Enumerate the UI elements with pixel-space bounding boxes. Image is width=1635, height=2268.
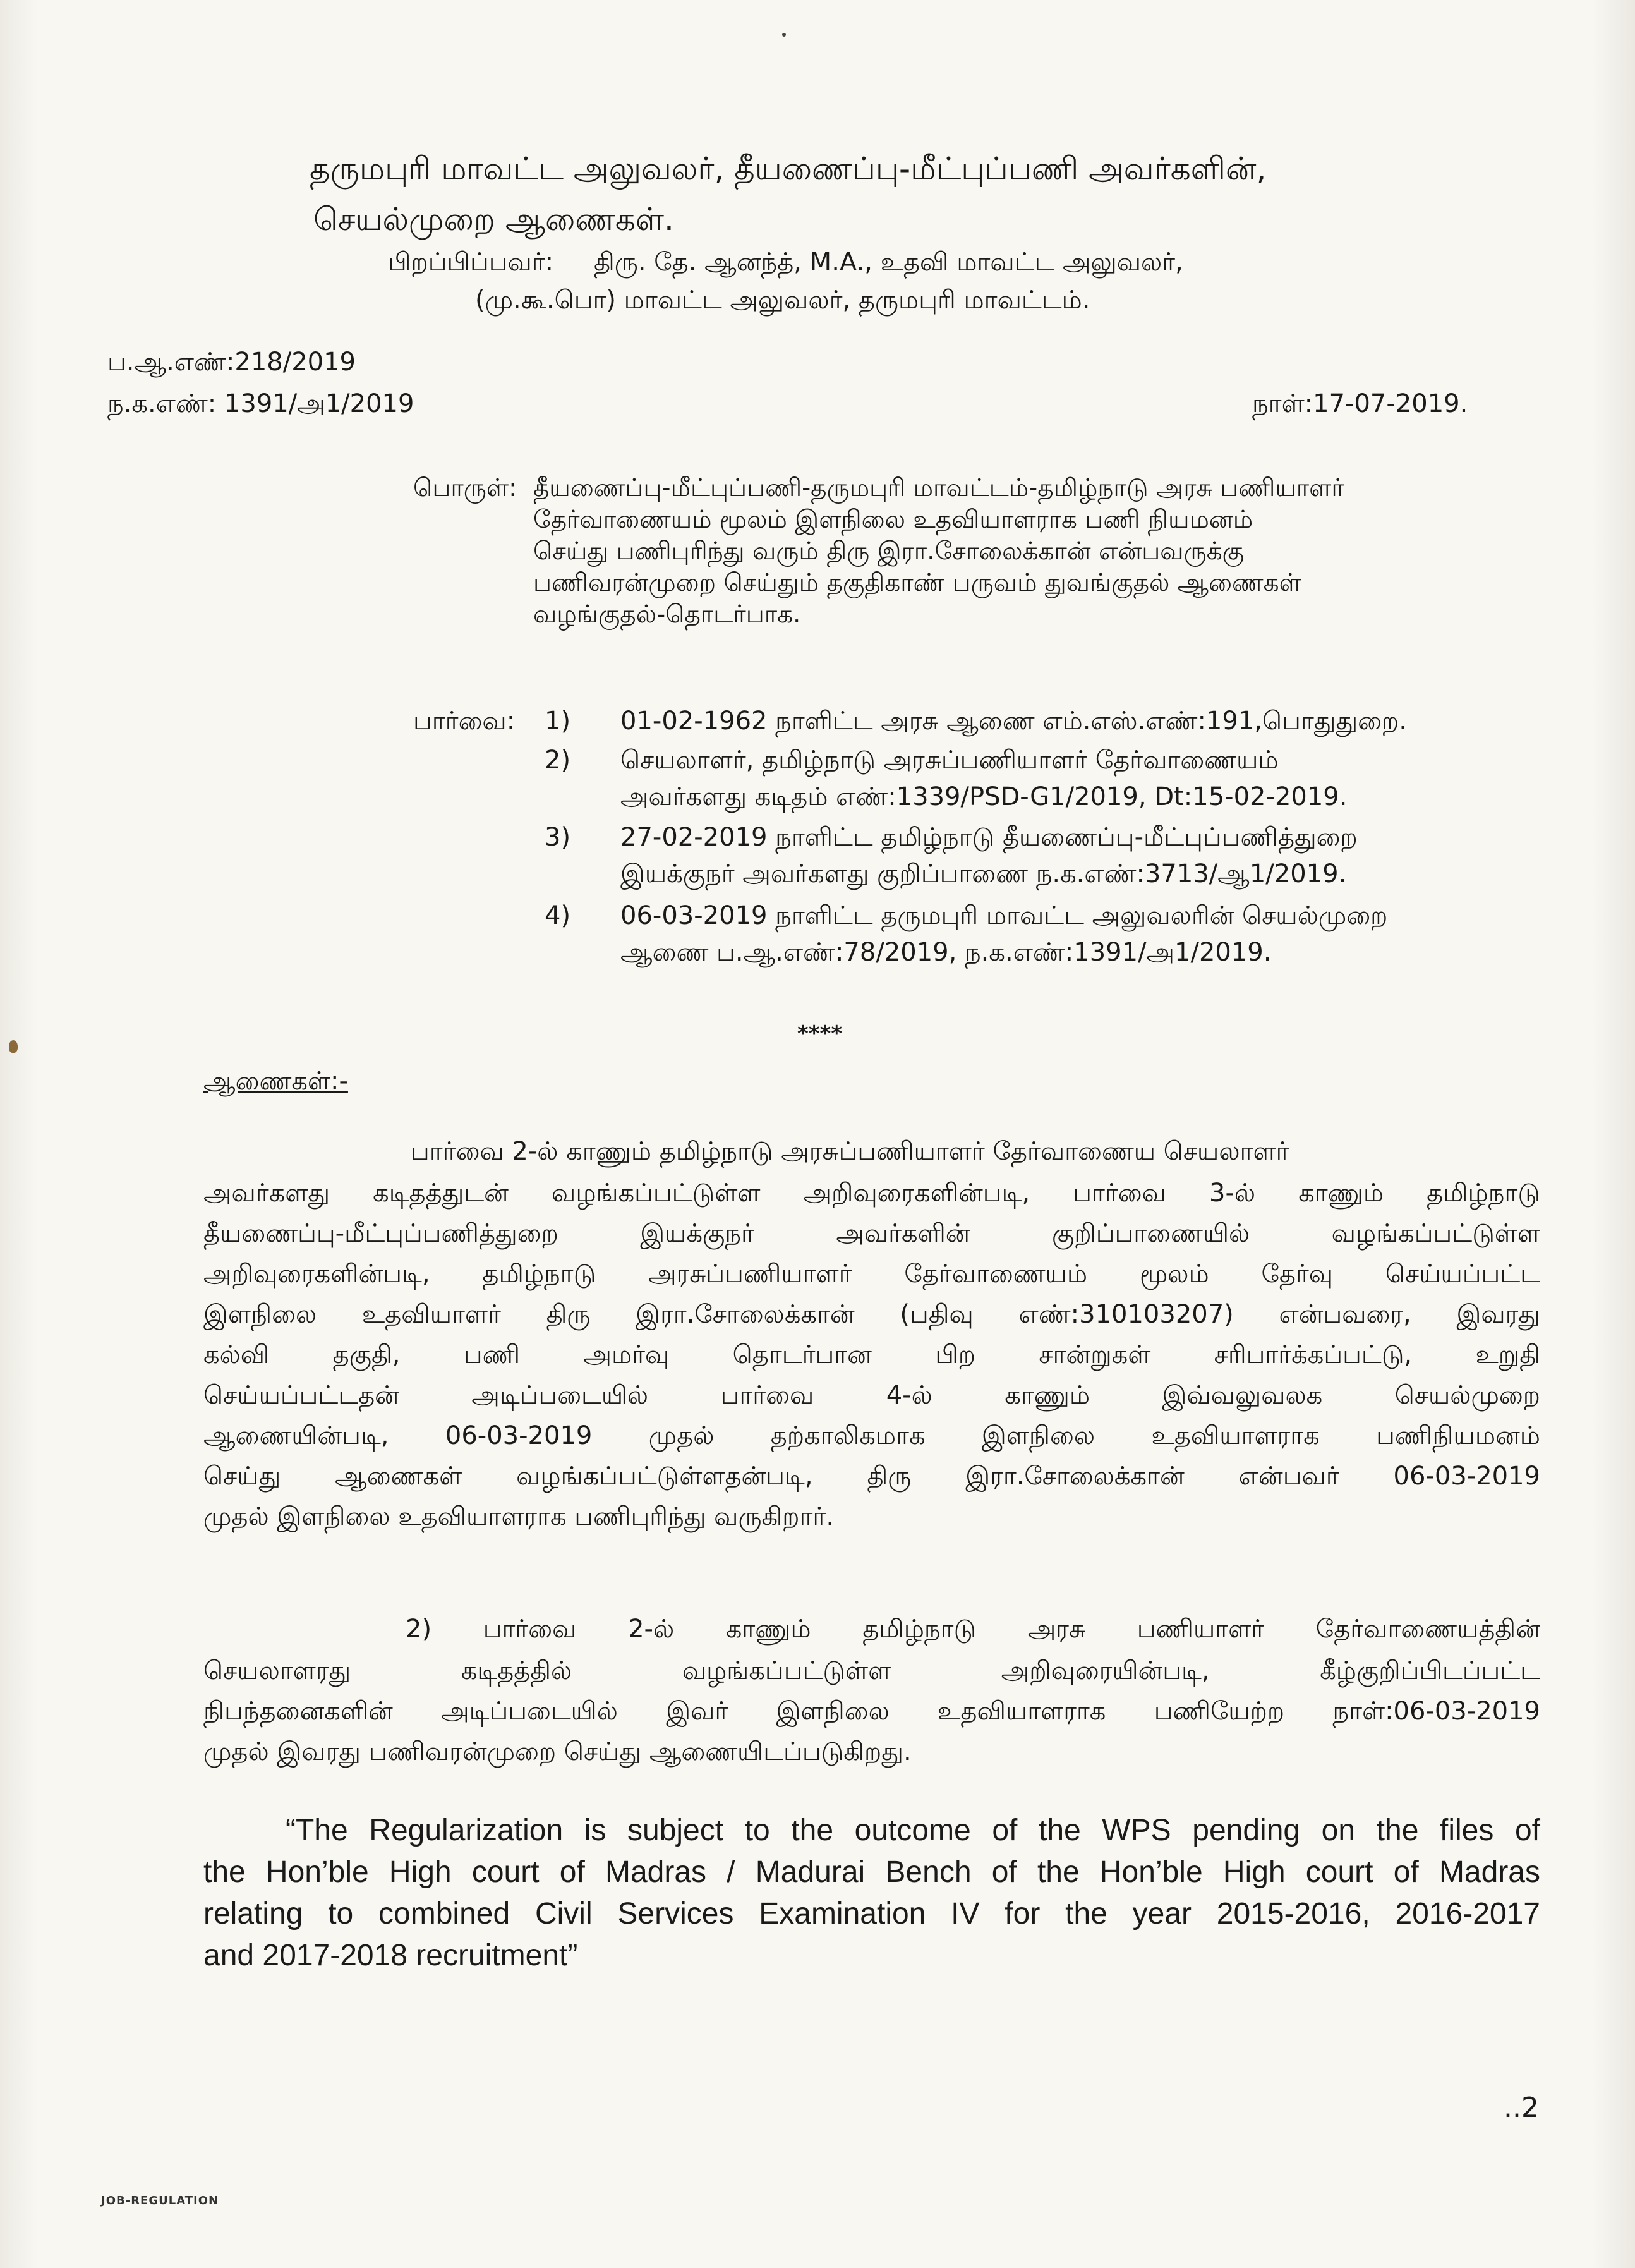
orders-heading: ஆணைகள்:- <box>203 1067 348 1096</box>
issuer-label: பிறப்பிப்பவர்: <box>388 248 554 277</box>
reference-number: 1) <box>545 706 571 736</box>
para2-line: நிபந்தனைகளின் அடிப்படையில் இவர் இளநிலை உதவியாளராக பணியேற்ற நாள்:06-03-2019 <box>203 1697 1540 1726</box>
title-line-2: செயல்முறை ஆணைகள். <box>313 201 674 238</box>
reference-number: 2) <box>545 746 571 775</box>
english-quote-line: the Hon’ble High court of Madras / Madurai Bench of the Hon’ble High court of Madras <box>203 1855 1540 1889</box>
reference-number: 4) <box>545 901 571 930</box>
subject-line: தீயணைப்பு-மீட்புப்பணி-தருமபுரி மாவட்டம்-தமிழ்நாடு அரசு பணியாளர் <box>533 474 1344 502</box>
para1-line: முதல் இளநிலை உதவியாளராக பணிபுரிந்து வருகிறார். <box>203 1502 835 1531</box>
section-separator: **** <box>797 1021 843 1046</box>
reference-line: இயக்குநர் அவர்களது குறிப்பாணை ந.க.எண்:3713/ஆ1/2019. <box>620 859 1347 888</box>
para1-line: கல்வி தகுதி, பணி அமர்வு தொடர்பான பிற சான்றுகள் சரிபார்க்கப்பட்டு, உறுதி <box>203 1340 1540 1369</box>
english-quote-line: and 2017-2018 recruitment” <box>203 1939 578 1972</box>
para2-line: முதல் இவரது பணிவரன்முறை செய்து ஆணையிடப்படுகிறது. <box>203 1737 912 1766</box>
footer-stamp: JOB-REGULATION <box>101 2194 219 2207</box>
subject-line: பணிவரன்முறை செய்தும் தகுதிகாண் பருவம் துவங்குதல் ஆணைகள் <box>533 569 1301 597</box>
file-number: ந.க.எண்: 1391/அ1/2019 <box>107 389 414 418</box>
issuer-line-2: (மு.கூ.பொ) மாவட்ட அலுவலர், தருமபுரி மாவட்டம். <box>475 286 1090 315</box>
title-line-1: தருமபுரி மாவட்ட அலுவலர், தீயணைப்பு-மீட்புப்பணி அவர்களின், <box>310 150 1267 187</box>
para1-line: பார்வை 2-ல் காணும் தமிழ்நாடு அரசுப்பணியாளர் தேர்வாணைய செயலாளர் <box>411 1137 1289 1166</box>
references-label: பார்வை: <box>413 706 516 736</box>
para1-line: ஆணையின்படி, 06-03-2019 முதல் தற்காலிகமாக இளநிலை உதவியாளராக பணிநியமனம் <box>203 1421 1540 1450</box>
reference-line: 01-02-1962 நாளிட்ட அரசு ஆணை எம்.எஸ்.எண்:191,பொதுதுறை. <box>620 706 1407 736</box>
reference-line: செயலாளர், தமிழ்நாடு அரசுப்பணியாளர் தேர்வாணையம் <box>620 746 1279 775</box>
para1-line: செய்து ஆணைகள் வழங்கப்பட்டுள்ளதன்படி, திரு இரா.சோலைக்கான் என்பவர் 06-03-2019 <box>203 1462 1540 1491</box>
subject-text <box>533 473 1344 631</box>
subject-line: தேர்வாணையம் மூலம் இளநிலை உதவியாளராக பணி நியமனம் <box>533 506 1253 534</box>
para1-line: அறிவுரைகளின்படி, தமிழ்நாடு அரசுப்பணியாளர் தேர்வாணையம் மூலம் தேர்வு செய்யப்பட்ட <box>203 1259 1540 1289</box>
issuer-line-1: திரு. தே. ஆனந்த், M.A., உதவி மாவட்ட அலுவலர், <box>594 248 1183 277</box>
subject-label: பொருள்: <box>413 474 517 502</box>
reference-line: 27-02-2019 நாளிட்ட தமிழ்நாடு தீயணைப்பு-மீட்புப்பணித்துறை <box>620 823 1358 852</box>
para1-line: தீயணைப்பு-மீட்புப்பணித்துறை இயக்குநர் அவர்களின் குறிப்பாணையில் வழங்கப்பட்டுள்ள <box>203 1219 1540 1248</box>
subject-line: வழங்குதல்-தொடர்பாக. <box>533 600 801 629</box>
paper-mark <box>782 33 786 37</box>
reference-line: 06-03-2019 நாளிட்ட தருமபுரி மாவட்ட அலுவலரின் செயல்முறை <box>620 901 1388 930</box>
para1-line: அவர்களது கடிதத்துடன் வழங்கப்பட்டுள்ள அறிவுரைகளின்படி, பார்வை 3-ல் காணும் தமிழ்நாடு <box>203 1179 1540 1208</box>
order-number: ப.ஆ.எண்:218/2019 <box>107 348 356 377</box>
para2-line: 2) பார்வை 2-ல் காணும் தமிழ்நாடு அரசு பணியாளர் தேர்வாணையத்தின் <box>406 1615 1540 1644</box>
reference-line: ஆணை ப.ஆ.எண்:78/2019, ந.க.எண்:1391/அ1/2019. <box>620 938 1272 967</box>
subject-line: செய்து பணிபுரிந்து வரும் திரு இரா.சோலைக்கான் என்பவருக்கு <box>533 537 1245 566</box>
order-date: நாள்:17-07-2019. <box>1252 389 1468 418</box>
para1-line: செய்யப்பட்டதன் அடிப்படையில் பார்வை 4-ல் காணும் இவ்வலுவலக செயல்முறை <box>203 1381 1540 1410</box>
reference-number: 3) <box>545 823 571 852</box>
english-quote-line: “The Regularization is subject to the outcome of the WPS pending on the files of <box>286 1814 1540 1847</box>
para1-line: இளநிலை உதவியாளர் திரு இரா.சோலைக்கான் (பதிவு எண்:310103207) என்பவரை, இவரது <box>203 1300 1540 1329</box>
page-continuation: ..2 <box>1504 2092 1539 2124</box>
english-quote-line: relating to combined Civil Services Examination IV for the year 2015-2016, 2016-2017 <box>203 1897 1540 1931</box>
para2-line: செயலாளரது கடிதத்தில் வழங்கப்பட்டுள்ள அறிவுரையின்படி, கீழ்குறிப்பிடப்பட்ட <box>203 1656 1540 1685</box>
paper-mark <box>9 1040 18 1053</box>
reference-line: அவர்களது கடிதம் எண்:1339/PSD-G1/2019, Dt:15-02-2019. <box>620 782 1348 811</box>
